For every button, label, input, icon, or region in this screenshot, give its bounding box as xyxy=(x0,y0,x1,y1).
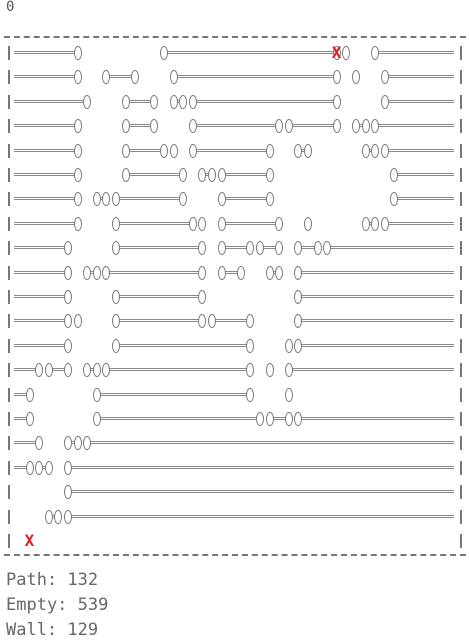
path-node xyxy=(93,412,101,426)
path-segment xyxy=(114,222,191,225)
wall-right xyxy=(460,95,462,109)
path-node xyxy=(83,266,91,280)
path-node xyxy=(266,412,274,426)
path-node xyxy=(275,241,283,255)
path-node xyxy=(64,485,72,499)
path-node xyxy=(256,412,264,426)
path-node xyxy=(112,192,120,206)
path-node xyxy=(83,363,91,377)
path-segment xyxy=(104,271,200,274)
wall-right xyxy=(460,290,462,304)
path-segment xyxy=(114,246,200,249)
wall-left xyxy=(8,241,10,255)
path-node xyxy=(362,144,370,158)
path-node xyxy=(275,217,283,231)
path-node xyxy=(102,192,110,206)
path-node xyxy=(83,95,91,109)
path-node xyxy=(74,119,82,133)
wall-right xyxy=(460,241,462,255)
path-node xyxy=(198,314,206,328)
path-segment xyxy=(14,368,37,371)
path-node xyxy=(266,168,274,182)
path-node xyxy=(246,388,254,402)
wall-right xyxy=(460,168,462,182)
path-node xyxy=(74,314,82,328)
path-node xyxy=(362,217,370,231)
wall-right xyxy=(460,192,462,206)
path-node xyxy=(179,192,187,206)
wall-left xyxy=(8,388,10,402)
path-segment xyxy=(114,344,248,347)
stats-panel xyxy=(6,568,108,643)
wall-left xyxy=(8,436,10,450)
wall-right xyxy=(460,314,462,328)
wall-left xyxy=(8,144,10,158)
path-node xyxy=(189,144,197,158)
path-node xyxy=(64,290,72,304)
path-segment xyxy=(191,100,335,103)
wall-right xyxy=(460,436,462,450)
path-node xyxy=(26,461,34,475)
path-segment xyxy=(114,295,200,298)
path-node xyxy=(208,314,216,328)
path-node xyxy=(285,412,293,426)
path-node xyxy=(294,412,302,426)
path-segment xyxy=(172,75,335,78)
path-node xyxy=(74,217,82,231)
path-node xyxy=(74,46,82,60)
wall-right xyxy=(460,266,462,280)
bottom-separator xyxy=(4,554,466,556)
path-node xyxy=(150,95,158,109)
path-node xyxy=(93,363,101,377)
path-node xyxy=(64,436,72,450)
path-node xyxy=(266,144,274,158)
path-segment xyxy=(296,295,454,298)
path-segment xyxy=(66,466,454,469)
wall-right xyxy=(460,46,462,60)
path-segment xyxy=(14,124,76,127)
path-node xyxy=(294,266,302,280)
path-node xyxy=(371,46,379,60)
path-segment xyxy=(95,393,249,396)
path-node xyxy=(54,510,62,524)
path-node xyxy=(285,388,293,402)
path-segment xyxy=(95,417,258,420)
wall-right xyxy=(460,119,462,133)
goal-marker: X xyxy=(331,43,342,62)
path-node xyxy=(304,144,312,158)
path-segment xyxy=(296,344,454,347)
path-node xyxy=(83,436,91,450)
path-node xyxy=(64,339,72,353)
path-node xyxy=(198,241,206,255)
path-node xyxy=(275,266,283,280)
path-count: Path: 132 xyxy=(6,570,99,590)
path-segment xyxy=(14,441,37,444)
wall-left xyxy=(8,363,10,377)
path-node xyxy=(64,510,72,524)
path-node xyxy=(189,217,197,231)
wall-left xyxy=(8,412,10,426)
path-node xyxy=(218,217,226,231)
path-segment xyxy=(114,197,181,200)
path-node xyxy=(64,461,72,475)
path-segment xyxy=(85,441,454,444)
wall-left xyxy=(8,461,10,475)
start-marker: X xyxy=(24,531,35,550)
path-node xyxy=(246,314,254,328)
path-segment xyxy=(14,197,76,200)
wall-left xyxy=(8,510,10,524)
path-node xyxy=(102,266,110,280)
wall-left xyxy=(8,485,10,499)
path-node xyxy=(237,266,245,280)
path-segment xyxy=(220,173,268,176)
wall-right xyxy=(460,217,462,231)
path-node xyxy=(285,339,293,353)
path-segment xyxy=(392,173,454,176)
wall-right xyxy=(460,534,462,548)
path-node xyxy=(170,95,178,109)
path-node xyxy=(208,168,216,182)
path-node xyxy=(179,95,187,109)
path-node xyxy=(35,436,43,450)
path-node xyxy=(294,339,302,353)
path-node xyxy=(122,144,130,158)
path-node xyxy=(93,192,101,206)
path-node xyxy=(381,95,389,109)
path-node xyxy=(294,144,302,158)
wall-count: Wall: 129 xyxy=(6,620,99,640)
path-segment xyxy=(296,417,454,420)
wall-right xyxy=(460,70,462,84)
path-node xyxy=(150,119,158,133)
path-node xyxy=(246,241,254,255)
path-node xyxy=(26,412,34,426)
path-node xyxy=(45,510,53,524)
path-node xyxy=(294,314,302,328)
path-segment xyxy=(14,319,66,322)
step-counter: 0 xyxy=(6,0,15,15)
path-node xyxy=(198,168,206,182)
path-node xyxy=(362,119,370,133)
path-segment xyxy=(392,197,454,200)
path-segment xyxy=(114,319,200,322)
path-node xyxy=(294,241,302,255)
path-node xyxy=(304,217,312,231)
wall-right xyxy=(460,388,462,402)
wall-left xyxy=(8,290,10,304)
path-segment xyxy=(383,100,454,103)
path-node xyxy=(93,266,101,280)
wall-left xyxy=(8,70,10,84)
path-segment xyxy=(373,124,454,127)
path-node xyxy=(246,363,254,377)
path-node xyxy=(314,241,322,255)
path-node xyxy=(45,461,53,475)
path-segment xyxy=(325,246,454,249)
path-node xyxy=(256,241,264,255)
path-node xyxy=(64,266,72,280)
wall-left xyxy=(8,314,10,328)
path-segment xyxy=(220,197,268,200)
wall-right xyxy=(460,485,462,499)
path-segment xyxy=(124,173,182,176)
path-segment xyxy=(383,75,454,78)
path-node xyxy=(352,119,360,133)
wall-left xyxy=(8,534,10,548)
path-node xyxy=(64,363,72,377)
path-node xyxy=(218,192,226,206)
path-node xyxy=(35,461,43,475)
path-node xyxy=(74,168,82,182)
wall-right xyxy=(460,144,462,158)
path-segment xyxy=(191,149,268,152)
wall-left xyxy=(8,266,10,280)
path-node xyxy=(371,217,379,231)
path-node xyxy=(218,266,226,280)
path-node xyxy=(160,46,168,60)
path-node xyxy=(74,436,82,450)
path-node xyxy=(74,70,82,84)
path-node xyxy=(266,363,274,377)
path-node xyxy=(74,192,82,206)
path-node xyxy=(352,70,360,84)
path-segment xyxy=(14,51,76,54)
path-node xyxy=(122,168,130,182)
path-node xyxy=(342,46,350,60)
wall-left xyxy=(8,119,10,133)
path-node xyxy=(64,241,72,255)
path-node xyxy=(131,70,139,84)
path-segment xyxy=(162,51,335,54)
path-node xyxy=(218,168,226,182)
path-node xyxy=(218,241,226,255)
path-node xyxy=(333,95,341,109)
path-node xyxy=(381,144,389,158)
path-segment xyxy=(14,222,76,225)
path-segment xyxy=(14,295,66,298)
path-node xyxy=(112,241,120,255)
path-node xyxy=(35,363,43,377)
path-node xyxy=(26,388,34,402)
wall-left xyxy=(8,95,10,109)
path-segment xyxy=(66,490,454,493)
path-node xyxy=(112,217,120,231)
wall-left xyxy=(8,339,10,353)
path-segment xyxy=(287,124,335,127)
path-node xyxy=(64,314,72,328)
path-segment xyxy=(14,100,85,103)
path-node xyxy=(112,290,120,304)
path-node xyxy=(381,217,389,231)
path-node xyxy=(189,95,197,109)
path-node xyxy=(74,144,82,158)
wall-left xyxy=(8,168,10,182)
path-segment xyxy=(191,124,277,127)
path-segment xyxy=(14,149,76,152)
path-node xyxy=(371,119,379,133)
path-node xyxy=(371,144,379,158)
path-segment xyxy=(14,75,76,78)
path-node xyxy=(390,192,398,206)
path-node xyxy=(294,290,302,304)
path-segment xyxy=(220,222,278,225)
path-node xyxy=(198,266,206,280)
empty-count: Empty: 539 xyxy=(6,595,109,615)
wall-right xyxy=(460,510,462,524)
path-segment xyxy=(373,51,454,54)
path-segment xyxy=(287,368,454,371)
path-node xyxy=(333,119,341,133)
wall-right xyxy=(460,339,462,353)
path-node xyxy=(246,339,254,353)
path-node xyxy=(160,144,168,158)
path-node xyxy=(112,339,120,353)
path-node xyxy=(390,168,398,182)
path-segment xyxy=(14,246,66,249)
path-segment xyxy=(296,319,454,322)
path-node xyxy=(102,70,110,84)
wall-right xyxy=(460,363,462,377)
wall-left xyxy=(8,217,10,231)
path-node xyxy=(381,70,389,84)
path-segment xyxy=(383,149,454,152)
wall-right xyxy=(460,412,462,426)
path-node xyxy=(179,168,187,182)
path-node xyxy=(102,363,110,377)
path-node xyxy=(285,119,293,133)
path-node xyxy=(189,119,197,133)
path-node xyxy=(122,95,130,109)
path-segment xyxy=(383,222,454,225)
path-node xyxy=(323,241,331,255)
path-node xyxy=(170,144,178,158)
path-segment xyxy=(14,173,76,176)
path-node xyxy=(266,266,274,280)
path-node xyxy=(93,388,101,402)
path-node xyxy=(266,192,274,206)
path-segment xyxy=(14,344,66,347)
path-segment xyxy=(296,271,454,274)
path-node xyxy=(170,70,178,84)
path-node xyxy=(112,314,120,328)
wall-left xyxy=(8,46,10,60)
path-segment xyxy=(104,368,248,371)
path-node xyxy=(122,119,130,133)
path-node xyxy=(45,363,53,377)
path-segment xyxy=(66,515,454,518)
path-node xyxy=(275,119,283,133)
path-node xyxy=(285,363,293,377)
wall-left xyxy=(8,192,10,206)
path-segment xyxy=(14,271,66,274)
path-node xyxy=(198,290,206,304)
path-node xyxy=(198,217,206,231)
wall-right xyxy=(460,461,462,475)
path-node xyxy=(333,70,341,84)
